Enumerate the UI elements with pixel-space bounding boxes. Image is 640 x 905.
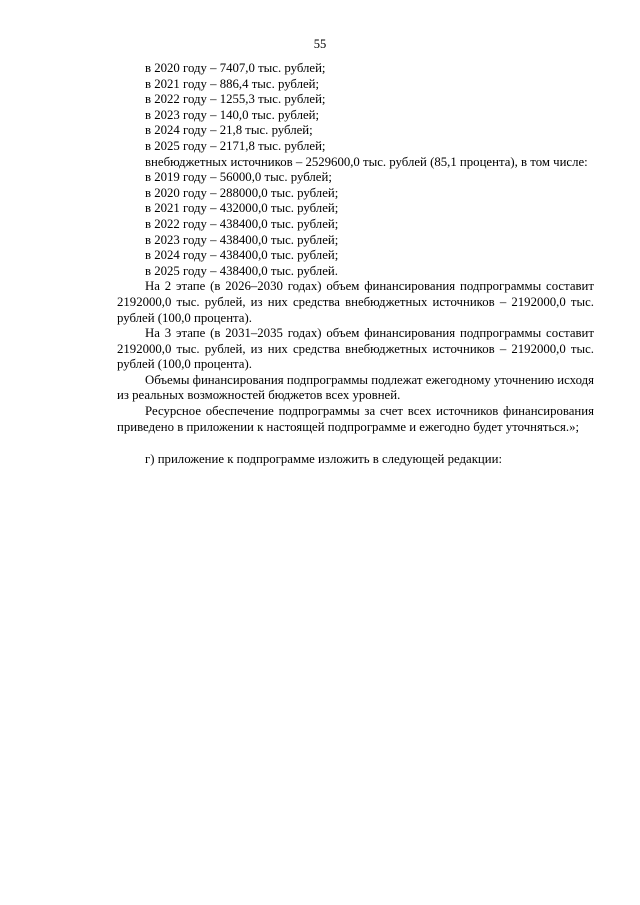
budget-year-line: в 2025 году – 2171,8 тыс. рублей; <box>145 138 326 153</box>
extrabudget-year-line: в 2020 году – 288000,0 тыс. рублей; <box>145 185 339 200</box>
extrabudget-year-line: в 2021 году – 432000,0 тыс. рублей; <box>145 201 339 216</box>
budget-year-line: в 2020 году – 7407,0 тыс. рублей; <box>145 61 326 75</box>
stage-2-paragraph: На 2 этапе (в 2026–2030 годах) объем финансирования подпрограммы составит 2192000,0 тыс. рублей, из них средства внебюджетных источников – 2192000,0 тыс. рублей (100,0 процента). <box>117 279 594 325</box>
extrabudget-paragraph: внебюджетных источников – 2529600,0 тыс. рублей (85,1 процента), в том числе: <box>145 154 588 169</box>
extrabudget-year-line: в 2022 году – 438400,0 тыс. рублей; <box>145 216 339 231</box>
appendix-instruction-paragraph: г) приложение к подпрограмме изложить в следующей редакции: <box>145 452 503 467</box>
extrabudget-year-line: в 2025 году – 438400,0 тыс. рублей. <box>145 263 338 278</box>
extrabudget-year-line: в 2019 году – 56000,0 тыс. рублей; <box>145 170 332 185</box>
page-number: 55 <box>313 37 327 51</box>
funding-adjustment-paragraph: Объемы финансирования подпрограммы подлежат ежегодному уточнению исходя из реальных возможностей бюджетов всех уровней. <box>117 372 594 403</box>
budget-year-line: в 2021 году – 886,4 тыс. рублей; <box>145 76 320 91</box>
budget-year-line: в 2022 году – 1255,3 тыс. рублей; <box>145 92 326 107</box>
budget-year-line: в 2024 году – 21,8 тыс. рублей; <box>145 123 313 138</box>
document-body <box>117 61 594 468</box>
stage-3-paragraph: На 3 этапе (в 2031–2035 годах) объем финансирования подпрограммы составит 2192000,0 тыс. рублей, из них средства внебюджетных источников – 2192000,0 тыс. рублей (100,0 процента). <box>117 326 594 372</box>
extrabudget-year-line: в 2023 году – 438400,0 тыс. рублей; <box>145 232 339 247</box>
budget-year-line: в 2023 году – 140,0 тыс. рублей; <box>145 107 320 122</box>
paragraph-spacer <box>117 435 594 452</box>
extrabudget-year-line: в 2024 году – 438400,0 тыс. рублей; <box>145 248 339 263</box>
resource-provision-paragraph: Ресурсное обеспечение подпрограммы за счет всех источников финансирования приведено в приложении к настоящей подпрограмме и ежегодно будет уточняться.»; <box>117 404 594 434</box>
